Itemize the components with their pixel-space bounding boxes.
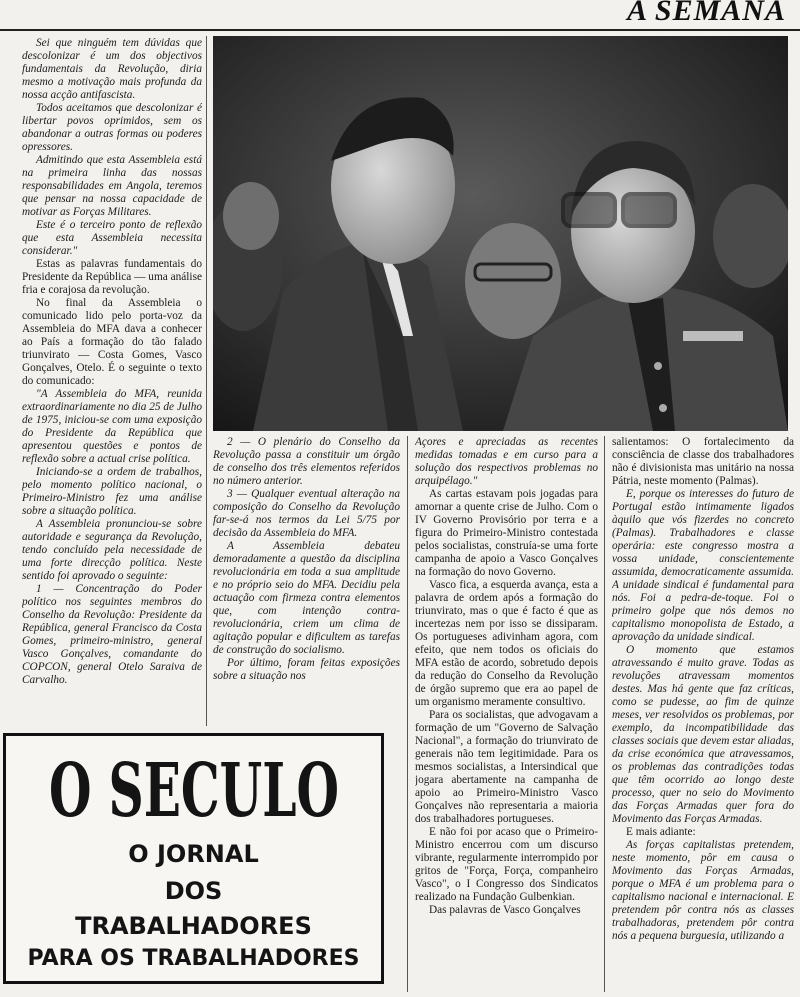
article-paragraph: Este é o terceiro ponto de reflexão que esta Assembleia necessita considerar.": [22, 219, 202, 257]
advert-line: TRABALHADORES: [75, 912, 312, 940]
article-paragraph: Vasco fica, a esquerda avança, esta a palavra de ordem após a formação do triunvirato, mas o que é facto é que as incertezas nem por isso se dissiparam. Os portugueses adivinham agora, com efeito, que nem todos os oficiais do MFA estão de acordo, sobretudo depois da redução do Conselho da Revolução de órgão supremo que era ao papel de um organismo meramente consultivo.: [415, 579, 598, 708]
article-paragraph: A Assembleia pronunciou-se sobre autoridade e segurança da Revolução, tendo concluído pela necessidade de uma forte direcção política. Neste sentido foi aprovado o seguinte:: [22, 518, 202, 582]
advert-line: PARA OS TRABALHADORES: [27, 946, 360, 971]
section-title: A SEMANA: [627, 0, 786, 27]
news-photo: [213, 36, 788, 431]
column-rule: [407, 436, 408, 992]
article-paragraph: As forças capitalistas pretendem, neste momento, pôr em causa o Movimento das Forças Armadas, porque o MFA é um problema para o capitalismo nacional e internacional. E pretendem pôr contra nós as classes trabalhadoras, pretendem pôr contra nós a pequena burguesia, utilizando a: [612, 839, 794, 942]
o-seculo-advert: [3, 733, 384, 984]
advert-line: DOS: [164, 877, 223, 905]
article-paragraph: 1 — Concentração do Poder político nos seguintes membros do Conselho da Revolução: Presidente da República, general Francisco da Costa Gomes, primeiro-ministro, general Vasco Gonçalves, comandante do COPCON, general Otelo Saraiva de Carvalho.: [22, 583, 202, 686]
article-paragraph: Iniciando-se a ordem de trabalhos, pelo momento político nacional, o Primeiro-Ministro fez uma análise sobre a situação política.: [22, 466, 202, 517]
article-paragraph: As cartas estavam pois jogadas para amornar a quente crise de Julho. Com o IV Governo Provisório por terra e a figura do Primeiro-Ministro contestada pelos socialistas, construía-se uma forte campanha de apoio a Vasco Gonçalves na formação do novo Governo.: [415, 488, 598, 578]
article-paragraph: Por último, foram feitas exposições sobre a situação nos: [213, 657, 400, 682]
article-paragraph: E, porque os interesses do futuro de Portugal estão intimamente ligados àquilo que vós fizerdes no concreto (Palmas). Trabalhadores e classe operária: este congresso mostra a vossa unidade, conscientemente assumida, democraticamente assumida. A unidade sindical é fundamental para nós. Foi a pedra-de-toque. Foi o primeiro golpe que nós demos no capitalismo monopolista de Estado, a aprovação da unidade sindical.: [612, 488, 794, 643]
article-paragraph: E não foi por acaso que o Primeiro-Ministro encerrou com um discurso vibrante, regularmente interrompido por gritos de "Força, Força, companheiro Vasco", o I Congresso dos Sindicatos realizado na Fundação Gulbenkian.: [415, 826, 598, 903]
article-paragraph: O momento que estamos atravessando é muito grave. Todas as revoluções atravessam momentos destes. Mas há gente que faz críticas, como se pudesse, ao fim de quinze meses, ver resolvidos os problemas, por exemplo, da incompatibilidade das classes sociais que devem estar aliadas, da crise económica que atravessamos, os problemas das contradições todas que têm ocorrido ao longo deste processo, quer no seio do Movimento das Forças Armadas quer fora do Movimento das Forças Armadas.: [612, 644, 794, 825]
svg-text:O SECULO: O SECULO: [48, 750, 339, 826]
article-paragraph: Das palavras de Vasco Gonçalves: [429, 904, 581, 916]
article-paragraph: 3 — Qualquer eventual alteração na composição do Conselho da Revolução far-se-á nos termos da Lei 5/75 por decisão da Assembleia do MFA.: [213, 488, 400, 539]
article-column-1: [22, 37, 202, 723]
article-column-3: [415, 436, 598, 992]
advert-line: O JORNAL: [128, 840, 259, 868]
article-paragraph: E mais adiante:: [626, 826, 696, 838]
article-paragraph: No final da Assembleia o comunicado lido pelo porta-voz da Assembleia do MFA dava a conhecer ao País a formação do tão falado triunvirato — Costa Gomes, Vasco Gonçalves, Otelo. É o seguinte o texto do comunicado:: [22, 297, 202, 387]
masthead-logo: [6, 750, 381, 826]
article-paragraph: salientamos: O fortalecimento da consciência de classe dos trabalhadores não é divisionista mas unitário na nossa Pátria, neste momento (Palmas).: [612, 436, 794, 487]
article-paragraph: Sei que ninguém tem dúvidas que descolonizar é um dos objectivos fundamentais da Revolução, diria mesmo a motivação mais profunda da nossa acção antifascista.: [22, 37, 202, 101]
article-paragraph: 2 — O plenário do Conselho da Revolução passa a constituir um órgão de conselho dos três elementos referidos no número anterior.: [213, 436, 400, 487]
column-rule: [206, 36, 207, 726]
article-paragraph: Para os socialistas, que advogavam a formação de um "Governo de Salvação Nacional", a formação do triunvirato de generais não tem legitimidade. Para os mesmos socialistas, a Intersindical que jogara abertamente na campanha de apoio ao Primeiro-Ministro Vasco Gonçalves não representaria a maioria dos trabalhadores portugueses.: [415, 709, 598, 825]
article-paragraph: "A Assembleia do MFA, reunida extraordinariamente no dia 25 de Julho de 1975, iniciou-se com uma exposição do Presidente da República que apresentou questões e pontos de reflexão sobre a actual crise política.: [22, 388, 202, 465]
header-rule: [0, 29, 800, 31]
article-column-2: [213, 436, 400, 714]
article-paragraph: Açores e apreciadas as recentes medidas tomadas e em curso para a solução dos respectivos problemas no arquipélago.": [415, 436, 598, 487]
column-rule: [604, 436, 605, 992]
article-paragraph: A Assembleia debateu demoradamente a questão da disciplina revolucionária em toda a sua amplitude e no próprio seio do MFA. Decidiu pela actuação com firmeza contra elementos que, com intenção contra-revolucionária, criem um clima de agitação popular e dificultem as tarefas de construção do socialismo.: [213, 540, 400, 656]
article-paragraph: Estas as palavras fundamentais do Presidente da República — uma análise fria e corajosa da revolução.: [22, 258, 202, 296]
article-paragraph: Admitindo que esta Assembleia está na primeira linha das nossas responsabilidades em Angola, teremos que pensar na nossa capacidade de motivar as Forças Militares.: [22, 154, 202, 218]
article-column-4: [612, 436, 794, 992]
article-paragraph: Todos aceitamos que descolonizar é libertar povos oprimidos, sem os abandonar a outras formas ou poderes opressores.: [22, 102, 202, 153]
